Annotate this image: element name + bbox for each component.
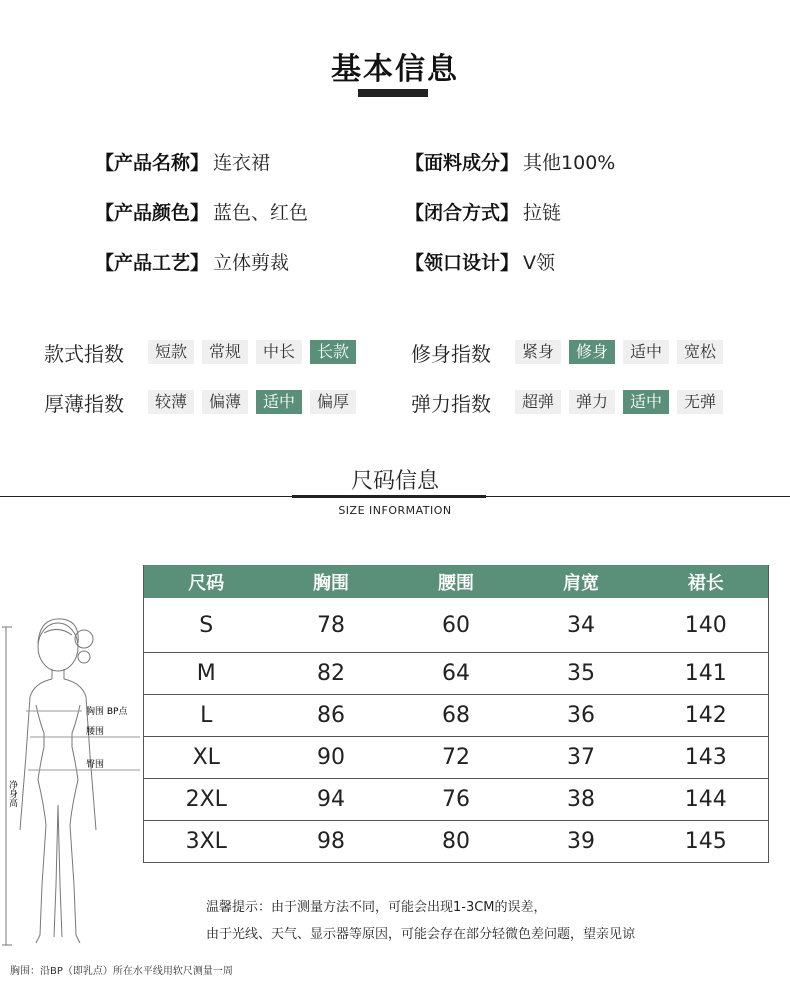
col-header-length: 裙长 <box>644 565 769 598</box>
info-fabric <box>405 148 615 175</box>
table-cell: 140 <box>644 598 769 653</box>
index-thickness <box>44 388 364 416</box>
info-value: 蓝色、红色 <box>213 202 309 224</box>
table-cell: M <box>144 653 269 695</box>
table-cell: 78 <box>269 598 394 653</box>
table-cell: 64 <box>394 653 519 695</box>
index-option: 较薄 <box>148 390 194 414</box>
table-row <box>144 653 769 695</box>
index-option: 偏薄 <box>202 390 248 414</box>
info-value: 拉链 <box>523 202 562 224</box>
index-style <box>44 338 364 366</box>
info-product-craft <box>95 248 289 275</box>
info-product-color <box>95 198 308 225</box>
size-section-title: 尺码信息 <box>350 469 439 494</box>
col-header-size: 尺码 <box>144 565 269 598</box>
index-label: 款式指数 <box>44 341 124 366</box>
info-key: 【闭合方式】 <box>405 202 520 224</box>
info-key: 【产品名称】 <box>95 152 210 174</box>
table-cell: 34 <box>519 598 644 653</box>
info-value: 立体剪裁 <box>213 252 290 274</box>
table-cell: 98 <box>269 821 394 863</box>
col-header-shoulder: 肩宽 <box>519 565 644 598</box>
index-option: 中长 <box>256 340 302 364</box>
table-cell: XL <box>144 737 269 779</box>
note-color-diff: 由于光线、天气、显示器等原因，可能会存在部分轻微色差问题，望亲见谅 <box>206 927 636 942</box>
table-cell: 39 <box>519 821 644 863</box>
index-option: 无弹 <box>677 390 723 414</box>
table-cell: 36 <box>519 695 644 737</box>
note-tolerance: 温馨提示：由于测量方法不同，可能会出现1-3CM的误差， <box>206 900 547 915</box>
table-cell: 145 <box>644 821 769 863</box>
index-option: 超弹 <box>515 390 561 414</box>
bust-label: 胸围 BP点 <box>86 707 128 717</box>
table-cell: 144 <box>644 779 769 821</box>
index-option: 适中 <box>623 340 669 364</box>
index-option: 长款 <box>310 340 356 364</box>
table-cell: L <box>144 695 269 737</box>
index-label: 弹力指数 <box>411 391 491 416</box>
info-key: 【领口设计】 <box>405 252 520 274</box>
table-cell: 60 <box>394 598 519 653</box>
size-table <box>143 565 769 863</box>
table-cell: 68 <box>394 695 519 737</box>
table-row <box>144 695 769 737</box>
info-neckline <box>405 248 555 275</box>
hip-label: 臀围 <box>86 760 105 770</box>
table-cell: 94 <box>269 779 394 821</box>
table-row <box>144 779 769 821</box>
table-cell: 82 <box>269 653 394 695</box>
table-cell: 2XL <box>144 779 269 821</box>
waist-label: 腰围 <box>86 727 105 737</box>
table-cell: 72 <box>394 737 519 779</box>
info-key: 【产品工艺】 <box>95 252 210 274</box>
table-cell: 76 <box>394 779 519 821</box>
page-title: 基本信息 <box>331 52 459 87</box>
table-row <box>144 598 769 653</box>
table-cell: 86 <box>269 695 394 737</box>
index-option: 紧身 <box>515 340 561 364</box>
index-option: 短款 <box>148 340 194 364</box>
title-underline <box>358 89 428 97</box>
info-value: V领 <box>523 252 556 274</box>
index-option: 修身 <box>569 340 615 364</box>
body-measurement-figure <box>0 605 145 950</box>
table-cell: 35 <box>519 653 644 695</box>
height-label: 净身高 <box>7 780 17 807</box>
divider-accent <box>292 495 486 498</box>
table-cell: 37 <box>519 737 644 779</box>
info-product-name <box>95 148 270 175</box>
index-option: 适中 <box>256 390 302 414</box>
index-fit <box>411 338 731 366</box>
table-cell: 143 <box>644 737 769 779</box>
table-cell: S <box>144 598 269 653</box>
info-closure <box>405 198 561 225</box>
index-label: 厚薄指数 <box>44 391 124 416</box>
info-value: 其他100% <box>523 152 616 174</box>
info-key: 【产品颜色】 <box>95 202 210 224</box>
index-option: 偏厚 <box>310 390 356 414</box>
info-key: 【面料成分】 <box>405 152 520 174</box>
index-elasticity <box>411 388 731 416</box>
table-cell: 90 <box>269 737 394 779</box>
index-label: 修身指数 <box>411 341 491 366</box>
table-cell: 3XL <box>144 821 269 863</box>
info-value: 连衣裙 <box>213 152 271 174</box>
col-header-bust: 胸围 <box>269 565 394 598</box>
table-cell: 142 <box>644 695 769 737</box>
table-row <box>144 821 769 863</box>
index-option: 宽松 <box>677 340 723 364</box>
index-option: 常规 <box>202 340 248 364</box>
size-section-subtitle: SIZE INFORMATION <box>338 504 452 517</box>
col-header-waist: 腰围 <box>394 565 519 598</box>
note-bust-measure: 胸围：沿BP（即乳点）所在水平线用软尺测量一周 <box>10 966 233 977</box>
table-cell: 80 <box>394 821 519 863</box>
table-header-row <box>144 565 769 598</box>
index-option: 适中 <box>623 390 669 414</box>
table-row <box>144 737 769 779</box>
table-cell: 141 <box>644 653 769 695</box>
index-option: 弹力 <box>569 390 615 414</box>
table-cell: 38 <box>519 779 644 821</box>
